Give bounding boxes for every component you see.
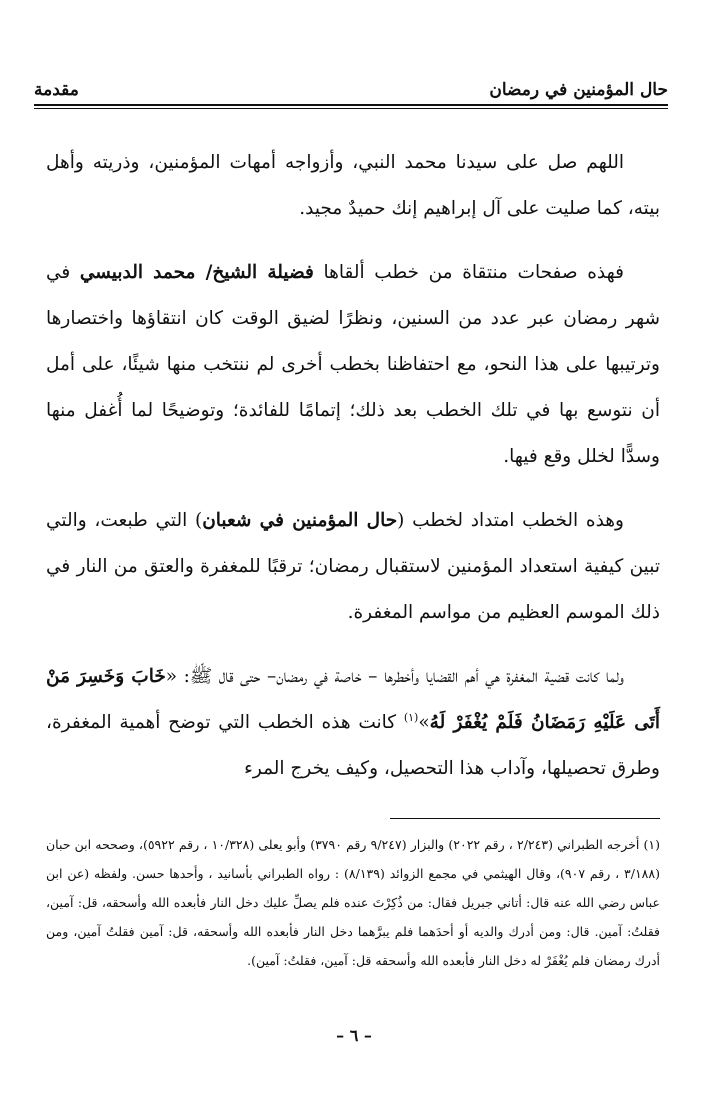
book-title: حال المؤمنين في رمضان bbox=[489, 80, 668, 100]
paragraph-1: اللهم صل على سيدنا محمد النبي، وأزواجه أمهات المؤمنين، وذريته وأهل بيته، كما صليت على آل إبراهيم إنك حميدٌ مجيد. bbox=[46, 152, 660, 219]
section-title: مقدمة bbox=[34, 80, 79, 100]
header-rule-thin bbox=[34, 108, 668, 109]
footnote-1: (١) أخرجه الطبراني (٢/٢٤٣ ، رقم ٢٠٢٢) والبزار (٩/٢٤٧ رقم ٣٧٩٠) وأبو يعلى (١٠/٣٢٨ ، رقم ٥٩٢٢)، وصححه ابن حبان (٣/١٨٨ ، رقم ٩٠٧)، وقال الهيثمي في مجمع الزوائد (٨/١٣٩) : رواه الطبراني بأسانيد ، وأحدها حسن. ولفظه (عن ابن عباس رضي الله عنه قال: أتاني جبريل فقال: من ذُكِرْتَ عنده فلم يصلِّ عليك دخل النار فأبعده الله وأسحقه، قل: آمين، فقلتُ: آمين. قال: ومن أدرك والديه أو أحدَهما فلم يبرَّهما دخل النار فأبعده الله وأسحقه، قل: آمين فقلتُ آمين، ومن أدرك رمضان فلم يُغْفَرْ له دخل النار فأبعده الله وأسحقه قل: آمين، فقلتُ: آمين). bbox=[46, 837, 661, 968]
p3-text-a: وهذه الخطب امتداد لخطب ( bbox=[397, 510, 624, 531]
body-text bbox=[46, 140, 660, 810]
p4-text-a: ولما كانت قضية المغفرة هي أهم القضايا وأخطرها – خاصة في رمضان– حتى قال ﷺ: « bbox=[165, 666, 624, 687]
footnote-ref: (١) bbox=[403, 710, 419, 724]
p4-text-c: كانت هذه الخطب التي توضح أهمية المغفرة، وطرق تحصيلها، وآداب هذا التحصيل، وكيف يخرج المرء bbox=[46, 712, 660, 779]
p2-text-b: في شهر رمضان عبر عدد من السنين، ونظرًا لضيق الوقت كان انتقاؤها واختصارها وترتيبها على هذا النحو، مع احتفاظنا بخطب أخرى لم ننتخب منها شيئًا، على أمل أن نتوسع بها في تلك الخطب بعد ذلك؛ إتمامًا للفائدة؛ وتوضيحًا لما أُغفل منها وسدًّا لخلل وقع فيها. bbox=[46, 262, 660, 467]
p4-quote-close: » bbox=[418, 712, 430, 733]
sheikh-name: فضيلة الشيخ/ محمد الدبيسي bbox=[79, 262, 314, 283]
page-number: – ٦ – bbox=[336, 1026, 372, 1045]
footnotes bbox=[46, 830, 660, 975]
header-rule bbox=[34, 104, 668, 106]
running-header bbox=[34, 72, 668, 100]
paragraph-4 bbox=[46, 654, 660, 792]
hadith-quote: خَابَ وَخَسِرَ مَنْ أَتَى عَلَيْهِ رَمَضَانُ فَلَمْ يُغْفَرْ لَهُ bbox=[46, 666, 660, 733]
paragraph-2 bbox=[46, 250, 660, 480]
footnote-rule bbox=[390, 818, 660, 819]
p3-text-b: ) التي طبعت، والتي تبين كيفية استعداد المؤمنين لاستقبال رمضان؛ ترقبًا للمغفرة والعتق من النار في ذلك الموسم العظيم من مواسم المغفرة. bbox=[46, 510, 660, 623]
paragraph-3 bbox=[46, 498, 660, 636]
p2-text-a: فهذه صفحات منتقاة من خطب ألقاها bbox=[313, 262, 624, 283]
book-reference: حال المؤمنين في شعبان bbox=[202, 510, 398, 531]
